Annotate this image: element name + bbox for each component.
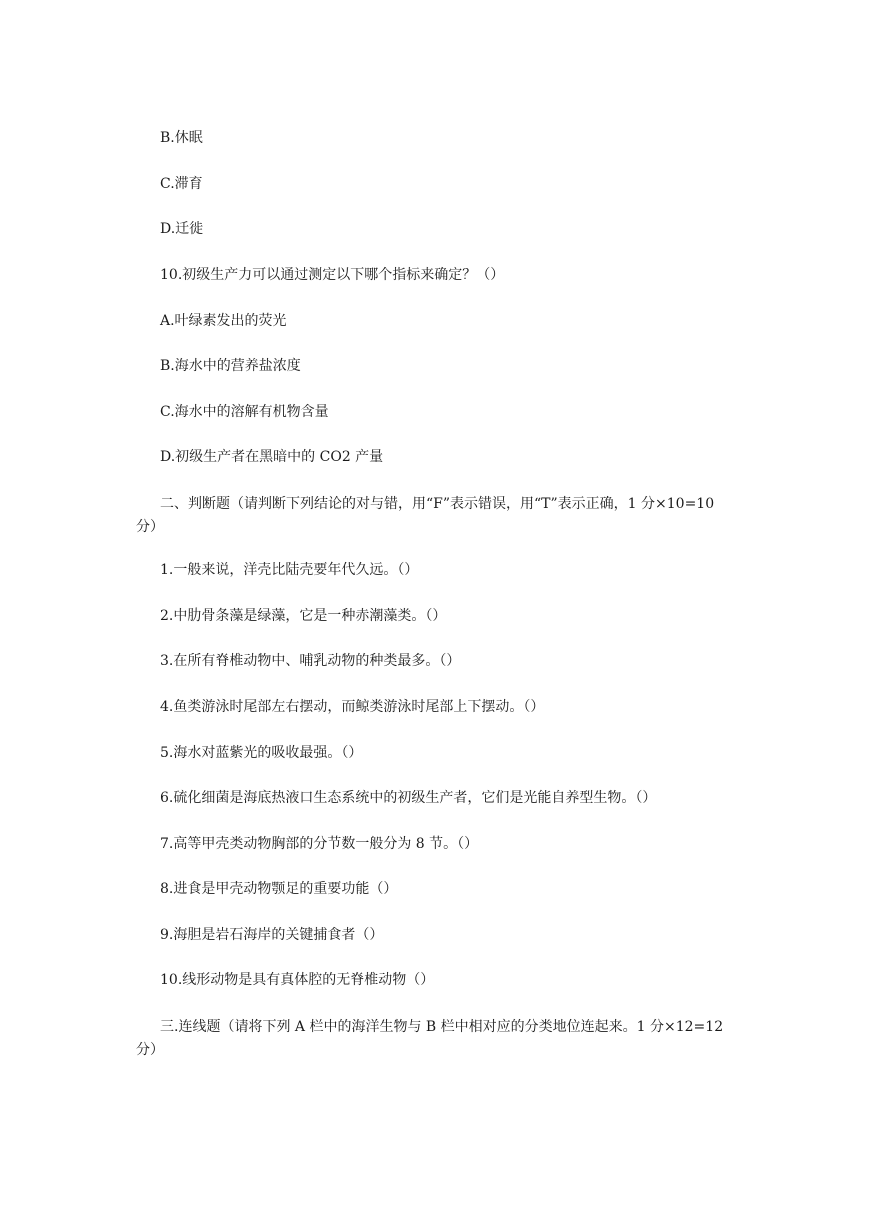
q10-option-c: C.海水中的溶解有机物含量 [160,404,329,420]
tf-item-5: 5.海水对蓝紫光的吸收最强。（） [160,745,363,761]
tf-item-6: 6.硫化细菌是海底热液口生态系统中的初级生产者，它们是光能自养型生物。（） [160,790,657,806]
tf-item-1: 1.一般来说，洋壳比陆壳要年代久远。（） [160,562,419,578]
tf-item-8: 8.进食是甲壳动物颚足的重要功能（） [160,881,398,897]
q10-option-b: B.海水中的营养盐浓度 [160,358,301,374]
q10-stem: 10.初级生产力可以通过测定以下哪个指标来确定？（） [160,267,505,283]
tf-item-7: 7.高等甲壳类动物胸部的分节数一般分为 8 节。（） [160,836,479,852]
tf-item-4: 4.鱼类游泳时尾部左右摆动，而鲸类游泳时尾部上下摆动。（） [160,699,545,715]
q9-option-c: C.滞育 [160,176,203,192]
q10-option-d: D.初级生产者在黑暗中的 CO2 产量 [160,449,384,465]
section3-heading: 三.连线题（请将下列 A 栏中的海洋生物与 B 栏中相对应的分类地位连起来。1 分×12=12 分） [136,1019,724,1058]
tf-item-9: 9.海胆是岩石海岸的关键捕食者（） [160,927,384,943]
tf-item-2: 2.中肋骨条藻是绿藻，它是一种赤潮藻类。（） [160,608,447,624]
tf-item-3: 3.在所有脊椎动物中、哺乳动物的种类最多。（） [160,653,461,669]
tf-item-10: 10.线形动物是具有真体腔的无脊椎动物（） [160,972,435,988]
q9-option-b: B.休眠 [160,130,203,146]
section2-heading: 二、判断题（请判断下列结论的对与错，用“F”表示错误，用“T”表示正确，1 分×10=10 分） [136,496,715,535]
q10-option-a: A.叶绿素发出的荧光 [160,313,287,329]
q9-option-d: D.迁徙 [160,221,204,237]
